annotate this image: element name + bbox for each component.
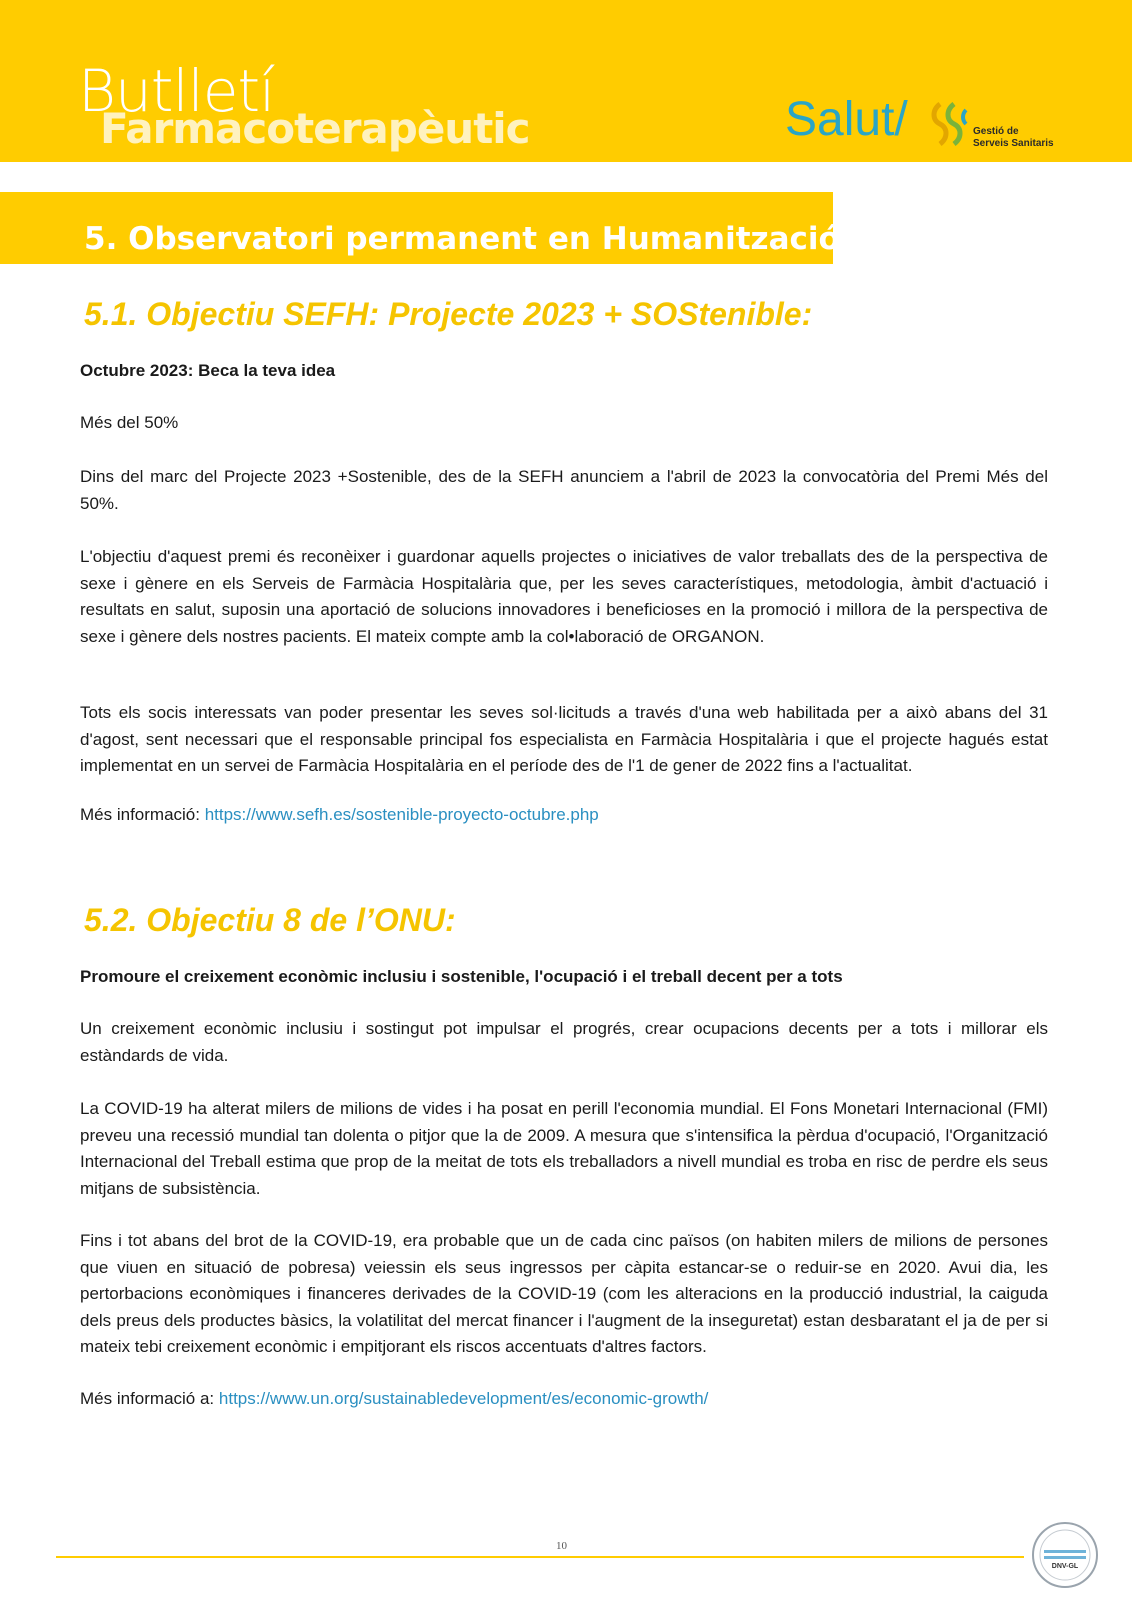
heading-5-2: 5.2. Objectiu 8 de l’ONU:	[84, 902, 456, 938]
paragraph: Més del 50%	[80, 413, 179, 432]
section-title: 5. Observatori permanent en Humanització:	[84, 221, 853, 257]
paragraph: Fins i tot abans del brot de la COVID-19, era probable que un de cada cinc països (on habiten milers de milions de persones que viuen en situació de pobresa) veiessin els seus ingressos per càpita estancar-se o reduir-se en 2020. Avui dia, les pertorbacions econòmiques i financeres derivades de la COVID-19 (com les alteracions en la producció industrial, la caiguda dels preus dels productes bàsics, la volatilitat del mercat financer i l'augment de la inseguretat) estan desbaratant el ja de per si mateix tebi creixement econòmic i empitjorant els riscos accentuats d'altres factors.	[80, 1231, 1048, 1356]
paragraph: Tots els socis interessats van poder presentar les seves sol·licituds a través d'una web habilitada per a això abans del 31 d'agost, sent necessari que el responsable principal fos especialista en Farmàcia Hospitalària i que el projecte hagués estat implementat en un servei de Farmàcia Hospitalària en el període des de l'1 de gener de 2022 fins a l'actualitat.	[80, 703, 1048, 775]
paragraph: L'objectiu d'aquest premi és reconèixer i guardonar aquells projectes o iniciatives de valor treballats des de la perspectiva de sexe i gènere en els Serveis de Farmàcia Hospitalària que, per les seves característiques, metodologia, àmbit d'actuació i resultats en salut, suposin una aportació de solucions innovadores i beneficioses en la promoció i millora de la perspectiva de sexe i gènere dels nostres pacients. El mateix compte amb la col•laboració de ORGANON.	[80, 547, 1048, 646]
un-link[interactable]: https://www.un.org/sustainabledevelopment/es/economic-growth/	[218, 1389, 709, 1408]
paragraph: Un creixement econòmic inclusiu i sostingut pot impulsar el progrés, crear ocupacions decents per a tots i millorar els estàndards de vida.	[80, 1019, 1048, 1065]
more-info-5-2: Més informació a: https://www.un.org/sustainabledevelopment/es/economic-growth/	[80, 1389, 709, 1408]
paragraph: Dins del marc del Projecte 2023 +Sostenible, des de la SEFH anunciem a l'abril de 2023 la convocatòria del Premi Més del 50%.	[80, 467, 1048, 513]
bulletin-subtitle: Farmacoterapèutic	[100, 104, 530, 153]
cert-label: DNV-GL	[1051, 1563, 1079, 1570]
page-number: 10	[556, 1540, 567, 1552]
more-info-5-1: Més informació: https://www.sefh.es/sostenible-proyecto-octubre.php	[80, 805, 599, 824]
salut-logo-text: Salut/	[785, 93, 908, 146]
salut-logo-icon	[930, 100, 972, 146]
certification-seal-icon	[1030, 1520, 1100, 1590]
sefh-link[interactable]: https://www.sefh.es/sostenible-proyecto-octubre.php	[204, 805, 599, 824]
salut-logo-subtext: Gestió de Serveis Sanitaris	[973, 126, 1054, 149]
heading-5-1: 5.1. Objectiu SEFH: Projecte 2023 + SOStenible:	[84, 296, 813, 332]
bulletin-title: Butlletí	[78, 57, 275, 125]
paragraph: La COVID-19 ha alterat milers de milions de vides i ha posat en perill l'economia mundial. El Fons Monetari Internacional (FMI) preveu una recessió mundial tan dolenta o pitjor que la de 2009. A mesura que s'intensifica la pèrdua d'ocupació, l'Organització Internacional del Treball estima que prop de la meitat de tots els treballadors a nivell mundial es troba en risc de perdre els seus mitjans de subsistència.	[80, 1099, 1048, 1198]
subtitle-5-1: Octubre 2023: Beca la teva idea	[80, 361, 336, 380]
footer-divider	[56, 1556, 1024, 1558]
subtitle-5-2: Promoure el creixement econòmic inclusiu i sostenible, l'ocupació i el treball decent per a tots	[80, 967, 843, 986]
